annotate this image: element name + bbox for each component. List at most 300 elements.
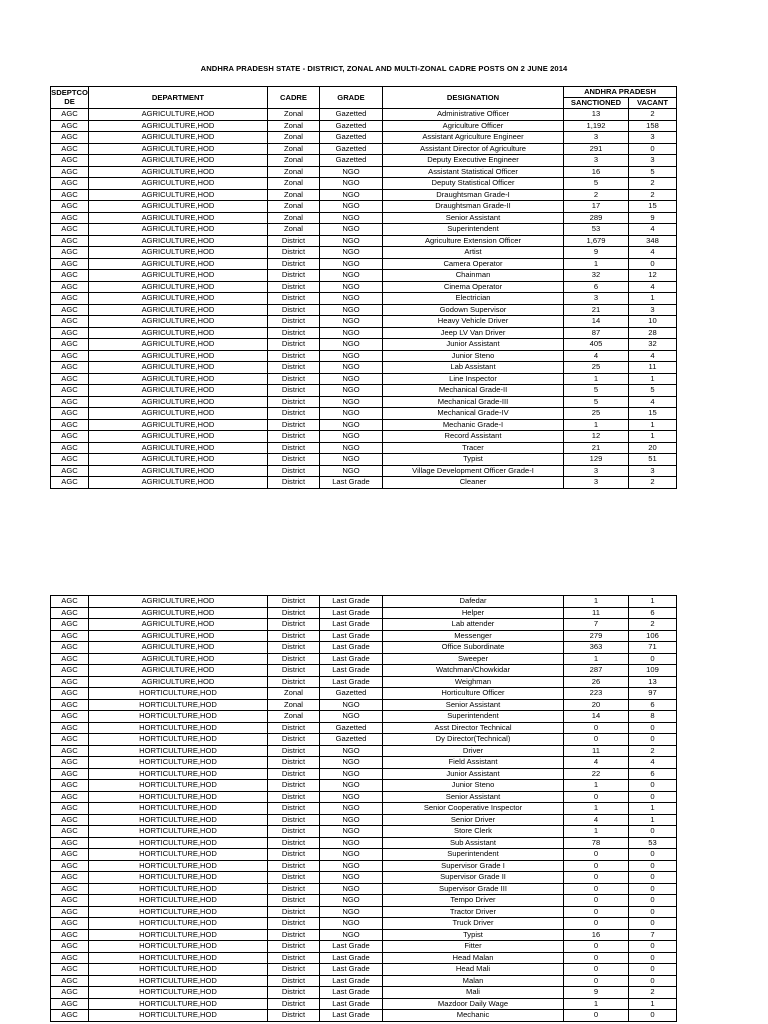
table-1-body [51,109,677,489]
table-row [51,619,677,631]
header-dept-code: SDEPTCO DE [51,87,89,109]
cadre-cell: District [268,952,320,964]
cadre-cell: District [268,304,320,316]
table-row [51,1010,677,1022]
sanctioned-cell: 1 [564,258,629,270]
grade-cell: NGO [320,699,383,711]
table-row [51,607,677,619]
vacant-cell: 3 [629,304,677,316]
department-cell: AGRICULTURE,HOD [89,642,268,654]
grade-cell: NGO [320,201,383,213]
designation-cell: Tempo Driver [383,895,564,907]
department-cell: AGRICULTURE,HOD [89,350,268,362]
designation-cell: Mechanical Grade-IV [383,408,564,420]
designation-cell: Jeep LV Van Driver [383,327,564,339]
designation-cell: Assistant Director of Agriculture [383,143,564,155]
table-row [51,235,677,247]
table-row [51,895,677,907]
vacant-cell: 4 [629,224,677,236]
dept-code-cell: AGC [51,872,89,884]
dept-code-cell: AGC [51,408,89,420]
cadre-cell: Zonal [268,155,320,167]
dept-code-cell: AGC [51,396,89,408]
grade-cell: NGO [320,780,383,792]
dept-code-cell: AGC [51,120,89,132]
designation-cell: Office Subordinate [383,642,564,654]
vacant-cell: 4 [629,350,677,362]
dept-code-cell: AGC [51,362,89,374]
dept-code-cell: AGC [51,642,89,654]
cadre-cell: District [268,860,320,872]
cadre-cell: District [268,385,320,397]
department-cell: HORTICULTURE,HOD [89,975,268,987]
grade-cell: NGO [320,385,383,397]
vacant-cell: 0 [629,722,677,734]
designation-cell: Typist [383,454,564,466]
sanctioned-cell: 78 [564,837,629,849]
designation-cell: Mazdoor Daily Wage [383,998,564,1010]
table-row [51,339,677,351]
cadre-cell: District [268,596,320,608]
designation-cell: Lab Assistant [383,362,564,374]
designation-cell: Senior Assistant [383,699,564,711]
cadre-cell: District [268,327,320,339]
table-row [51,906,677,918]
grade-cell: Last Grade [320,975,383,987]
cadre-cell: Zonal [268,699,320,711]
vacant-cell: 0 [629,826,677,838]
department-cell: AGRICULTURE,HOD [89,477,268,489]
department-cell: HORTICULTURE,HOD [89,849,268,861]
vacant-cell: 1 [629,431,677,443]
grade-cell: NGO [320,872,383,884]
grade-cell: NGO [320,768,383,780]
dept-code-cell: AGC [51,929,89,941]
table-row [51,465,677,477]
grade-cell: NGO [320,419,383,431]
department-cell: HORTICULTURE,HOD [89,745,268,757]
department-cell: AGRICULTURE,HOD [89,143,268,155]
designation-cell: Store Clerk [383,826,564,838]
cadre-cell: District [268,998,320,1010]
grade-cell: Last Grade [320,607,383,619]
cadre-cell: Zonal [268,688,320,700]
grade-cell: NGO [320,281,383,293]
table-row [51,327,677,339]
dept-code-cell: AGC [51,734,89,746]
cadre-cell: District [268,642,320,654]
sanctioned-cell: 0 [564,918,629,930]
vacant-cell: 0 [629,734,677,746]
designation-cell: Messenger [383,630,564,642]
cadre-cell: District [268,477,320,489]
table-row [51,304,677,316]
department-cell: AGRICULTURE,HOD [89,373,268,385]
vacant-cell: 0 [629,964,677,976]
department-cell: AGRICULTURE,HOD [89,396,268,408]
dept-code-cell: AGC [51,964,89,976]
cadre-cell: District [268,791,320,803]
dept-code-cell: AGC [51,860,89,872]
cadre-cell: District [268,665,320,677]
vacant-cell: 0 [629,918,677,930]
department-cell: AGRICULTURE,HOD [89,653,268,665]
table-row [51,665,677,677]
designation-cell: Godown Supervisor [383,304,564,316]
table-row [51,722,677,734]
department-cell: HORTICULTURE,HOD [89,734,268,746]
vacant-cell: 1 [629,803,677,815]
vacant-cell: 2 [629,178,677,190]
vacant-cell: 15 [629,408,677,420]
grade-cell: NGO [320,918,383,930]
vacant-cell: 0 [629,883,677,895]
vacant-cell: 8 [629,711,677,723]
dept-code-cell: AGC [51,998,89,1010]
grade-cell: NGO [320,431,383,443]
dept-code-cell: AGC [51,235,89,247]
cadre-cell: Zonal [268,711,320,723]
department-cell: AGRICULTURE,HOD [89,224,268,236]
cadre-cell: District [268,745,320,757]
table-row [51,442,677,454]
table-row [51,431,677,443]
cadre-cell: District [268,676,320,688]
table-row [51,109,677,121]
designation-cell: Assistant Statistical Officer [383,166,564,178]
sanctioned-cell: 11 [564,745,629,757]
designation-cell: Supervisor Grade III [383,883,564,895]
grade-cell: NGO [320,293,383,305]
grade-cell: NGO [320,826,383,838]
dept-code-cell: AGC [51,465,89,477]
grade-cell: NGO [320,849,383,861]
grade-cell: Last Grade [320,477,383,489]
grade-cell: NGO [320,235,383,247]
department-cell: HORTICULTURE,HOD [89,872,268,884]
table-row [51,837,677,849]
designation-cell: Senior Cooperative Inspector [383,803,564,815]
table-row [51,826,677,838]
designation-cell: Tractor Driver [383,906,564,918]
cadre-cell: District [268,975,320,987]
dept-code-cell: AGC [51,757,89,769]
grade-cell: Last Grade [320,653,383,665]
dept-code-cell: AGC [51,166,89,178]
dept-code-cell: AGC [51,918,89,930]
grade-cell: Gazetted [320,120,383,132]
header-grade: GRADE [320,87,383,109]
vacant-cell: 0 [629,258,677,270]
grade-cell: Last Grade [320,1010,383,1022]
grade-cell: Gazetted [320,143,383,155]
grade-cell: Last Grade [320,630,383,642]
designation-cell: Electrician [383,293,564,305]
cadre-cell: Zonal [268,224,320,236]
table-row [51,385,677,397]
sanctioned-cell: 25 [564,408,629,420]
dept-code-cell: AGC [51,803,89,815]
grade-cell: Last Grade [320,619,383,631]
header-cadre: CADRE [268,87,320,109]
designation-cell: Mechanic [383,1010,564,1022]
sanctioned-cell: 0 [564,860,629,872]
dept-code-cell: AGC [51,258,89,270]
dept-code-cell: AGC [51,814,89,826]
grade-cell: Last Grade [320,596,383,608]
vacant-cell: 2 [629,109,677,121]
table-row [51,362,677,374]
department-cell: HORTICULTURE,HOD [89,814,268,826]
sanctioned-cell: 3 [564,477,629,489]
designation-cell: Typist [383,929,564,941]
table-row [51,791,677,803]
cadre-cell: District [268,826,320,838]
table-row [51,998,677,1010]
sanctioned-cell: 12 [564,431,629,443]
designation-cell: Senior Assistant [383,212,564,224]
sanctioned-cell: 17 [564,201,629,213]
designation-cell: Village Development Officer Grade-I [383,465,564,477]
table-row [51,155,677,167]
designation-cell: Supervisor Grade II [383,872,564,884]
dept-code-cell: AGC [51,224,89,236]
grade-cell: NGO [320,895,383,907]
department-cell: HORTICULTURE,HOD [89,711,268,723]
table-row [51,596,677,608]
table-row [51,699,677,711]
grade-cell: Last Grade [320,676,383,688]
table-row [51,224,677,236]
cadre-cell: District [268,619,320,631]
sanctioned-cell: 21 [564,442,629,454]
dept-code-cell: AGC [51,745,89,757]
sanctioned-cell: 87 [564,327,629,339]
sanctioned-cell: 1 [564,373,629,385]
grade-cell: NGO [320,373,383,385]
grade-cell: Gazetted [320,155,383,167]
dept-code-cell: AGC [51,477,89,489]
vacant-cell: 0 [629,791,677,803]
cadre-cell: District [268,316,320,328]
cadre-cell: District [268,837,320,849]
sanctioned-cell: 1,192 [564,120,629,132]
table-row [51,814,677,826]
department-cell: HORTICULTURE,HOD [89,688,268,700]
department-cell: HORTICULTURE,HOD [89,722,268,734]
department-cell: AGRICULTURE,HOD [89,270,268,282]
grade-cell: NGO [320,757,383,769]
grade-cell: Last Grade [320,665,383,677]
designation-cell: Mali [383,987,564,999]
designation-cell: Dy Director(Technical) [383,734,564,746]
designation-cell: Heavy Vehicle Driver [383,316,564,328]
table-row [51,941,677,953]
department-cell: AGRICULTURE,HOD [89,304,268,316]
sanctioned-cell: 4 [564,814,629,826]
sanctioned-cell: 13 [564,109,629,121]
department-cell: AGRICULTURE,HOD [89,293,268,305]
sanctioned-cell: 3 [564,465,629,477]
sanctioned-cell: 0 [564,883,629,895]
table-row [51,247,677,259]
designation-cell: Malan [383,975,564,987]
vacant-cell: 15 [629,201,677,213]
table-row [51,872,677,884]
grade-cell: NGO [320,212,383,224]
designation-cell: Superintendent [383,224,564,236]
vacant-cell: 4 [629,281,677,293]
sanctioned-cell: 0 [564,734,629,746]
grade-cell: Last Grade [320,941,383,953]
dept-code-cell: AGC [51,665,89,677]
designation-cell: Truck Driver [383,918,564,930]
dept-code-cell: AGC [51,895,89,907]
table-row [51,860,677,872]
table-row [51,975,677,987]
sanctioned-cell: 21 [564,304,629,316]
table-row [51,178,677,190]
cadre-cell: District [268,780,320,792]
vacant-cell: 106 [629,630,677,642]
cadre-cell: District [268,895,320,907]
grade-cell: NGO [320,711,383,723]
sanctioned-cell: 289 [564,212,629,224]
dept-code-cell: AGC [51,339,89,351]
cadre-cell: District [268,373,320,385]
dept-code-cell: AGC [51,826,89,838]
vacant-cell: 0 [629,941,677,953]
designation-cell: Senior Driver [383,814,564,826]
grade-cell: Gazetted [320,109,383,121]
sanctioned-cell: 0 [564,722,629,734]
department-cell: HORTICULTURE,HOD [89,883,268,895]
grade-cell: Gazetted [320,688,383,700]
cadre-cell: Zonal [268,178,320,190]
grade-cell: NGO [320,258,383,270]
cadre-cell: District [268,630,320,642]
grade-cell: NGO [320,837,383,849]
vacant-cell: 1 [629,373,677,385]
cadre-cell: District [268,929,320,941]
table-row [51,316,677,328]
vacant-cell: 6 [629,607,677,619]
designation-cell: Sub Assistant [383,837,564,849]
sanctioned-cell: 5 [564,178,629,190]
vacant-cell: 6 [629,768,677,780]
designation-cell: Asst Director Technical [383,722,564,734]
department-cell: AGRICULTURE,HOD [89,132,268,144]
table-row [51,711,677,723]
cadre-cell: District [268,454,320,466]
designation-cell: Cinema Operator [383,281,564,293]
department-cell: HORTICULTURE,HOD [89,757,268,769]
department-cell: AGRICULTURE,HOD [89,442,268,454]
dept-code-cell: AGC [51,780,89,792]
sanctioned-cell: 53 [564,224,629,236]
document-title: ANDHRA PRADESH STATE - DISTRICT, ZONAL AND MULTI-ZONAL CADRE POSTS ON 2 JUNE 2014 [200,64,568,73]
grade-cell: NGO [320,454,383,466]
dept-code-cell: AGC [51,419,89,431]
department-cell: AGRICULTURE,HOD [89,630,268,642]
grade-cell: NGO [320,166,383,178]
department-cell: AGRICULTURE,HOD [89,109,268,121]
designation-cell: Administrative Officer [383,109,564,121]
department-cell: AGRICULTURE,HOD [89,419,268,431]
vacant-cell: 7 [629,929,677,941]
designation-cell: Assistant Agriculture Engineer [383,132,564,144]
department-cell: HORTICULTURE,HOD [89,929,268,941]
designation-cell: Junior Steno [383,780,564,792]
sanctioned-cell: 0 [564,872,629,884]
table-row [51,757,677,769]
department-cell: HORTICULTURE,HOD [89,918,268,930]
designation-cell: Mechanic Grade-I [383,419,564,431]
cadre-cell: District [268,293,320,305]
vacant-cell: 2 [629,987,677,999]
sanctioned-cell: 32 [564,270,629,282]
dept-code-cell: AGC [51,906,89,918]
sanctioned-cell: 7 [564,619,629,631]
vacant-cell: 0 [629,1010,677,1022]
dept-code-cell: AGC [51,607,89,619]
designation-cell: Head Mali [383,964,564,976]
sanctioned-cell: 223 [564,688,629,700]
dept-code-cell: AGC [51,688,89,700]
cadre-cell: District [268,396,320,408]
grade-cell: NGO [320,883,383,895]
table-row [51,630,677,642]
cadre-posts-table-1 [50,86,677,489]
dept-code-cell: AGC [51,941,89,953]
department-cell: AGRICULTURE,HOD [89,258,268,270]
grade-cell: NGO [320,396,383,408]
header-andhra-pradesh: ANDHRA PRADESH [564,87,677,98]
department-cell: AGRICULTURE,HOD [89,212,268,224]
sanctioned-cell: 26 [564,676,629,688]
dept-code-cell: AGC [51,304,89,316]
sanctioned-cell: 16 [564,166,629,178]
department-cell: HORTICULTURE,HOD [89,803,268,815]
designation-cell: Record Assistant [383,431,564,443]
dept-code-cell: AGC [51,676,89,688]
dept-code-cell: AGC [51,653,89,665]
sanctioned-cell: 1 [564,803,629,815]
department-cell: HORTICULTURE,HOD [89,768,268,780]
dept-code-cell: AGC [51,350,89,362]
table-row [51,477,677,489]
vacant-cell: 32 [629,339,677,351]
sanctioned-cell: 20 [564,699,629,711]
sanctioned-cell: 405 [564,339,629,351]
dept-code-cell: AGC [51,373,89,385]
department-cell: AGRICULTURE,HOD [89,607,268,619]
table-row [51,745,677,757]
vacant-cell: 4 [629,247,677,259]
grade-cell: Last Grade [320,998,383,1010]
designation-cell: Line Inspector [383,373,564,385]
table-row [51,987,677,999]
grade-cell: NGO [320,442,383,454]
table-row [51,201,677,213]
department-cell: HORTICULTURE,HOD [89,895,268,907]
department-cell: AGRICULTURE,HOD [89,189,268,201]
sanctioned-cell: 5 [564,385,629,397]
cadre-cell: District [268,247,320,259]
table-row [51,780,677,792]
vacant-cell: 1 [629,998,677,1010]
cadre-cell: District [268,918,320,930]
